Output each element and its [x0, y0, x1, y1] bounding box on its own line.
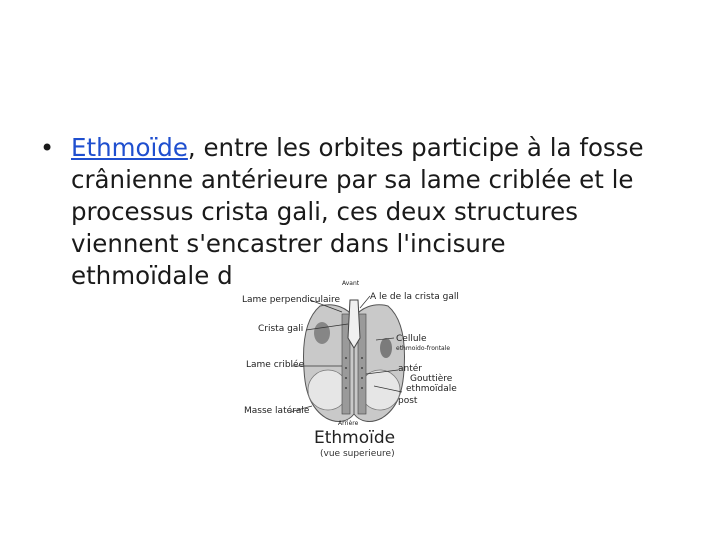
label-cellule: Cellule [396, 334, 427, 344]
crista-galli-shape [348, 300, 360, 348]
label-masse-laterale: Masse latérale [244, 406, 310, 416]
right-cell-shadow [380, 338, 392, 358]
label-post: post [398, 396, 418, 406]
label-ethmoidale: ethmoïdale [406, 384, 457, 394]
text-line-2: crânienne antérieure par sa lame criblée et le [71, 165, 634, 194]
text-line-1 [71, 132, 691, 164]
text-line-4: viennent s'encastrer dans l'incisure [71, 229, 506, 258]
bullet-marker: • [40, 134, 55, 162]
label-crista-galli: Crista gali [258, 324, 304, 334]
left-cell-shadow [314, 322, 330, 344]
figure-title: Ethmoïde [314, 428, 396, 448]
text-line-3: processus crista gali, ces deux structures [71, 197, 578, 226]
ethmoide-link[interactable]: Ethmoïde [71, 133, 188, 162]
line1-rest: , entre les orbites participe à la fosse [187, 133, 644, 162]
label-avant: Avant [342, 280, 360, 287]
label-anter: antér [398, 364, 422, 374]
text-line-5: ethmoïdale d [71, 261, 233, 290]
ethmoid-figure [242, 278, 472, 464]
label-cellule-sub: ethmoido-frontale [396, 345, 451, 352]
label-arriere: Arrière [338, 420, 359, 427]
figure-subtitle: (vue superieure) [320, 449, 395, 459]
label-lame-criblee: Lame criblée [246, 360, 305, 370]
label-lame-perpendiculaire: Lame perpendiculaire [242, 295, 341, 305]
label-aile-crista-galli: A le de la crista gall [370, 292, 459, 302]
bullet-text [71, 132, 691, 292]
label-gouttiere: Gouttière [410, 374, 453, 384]
